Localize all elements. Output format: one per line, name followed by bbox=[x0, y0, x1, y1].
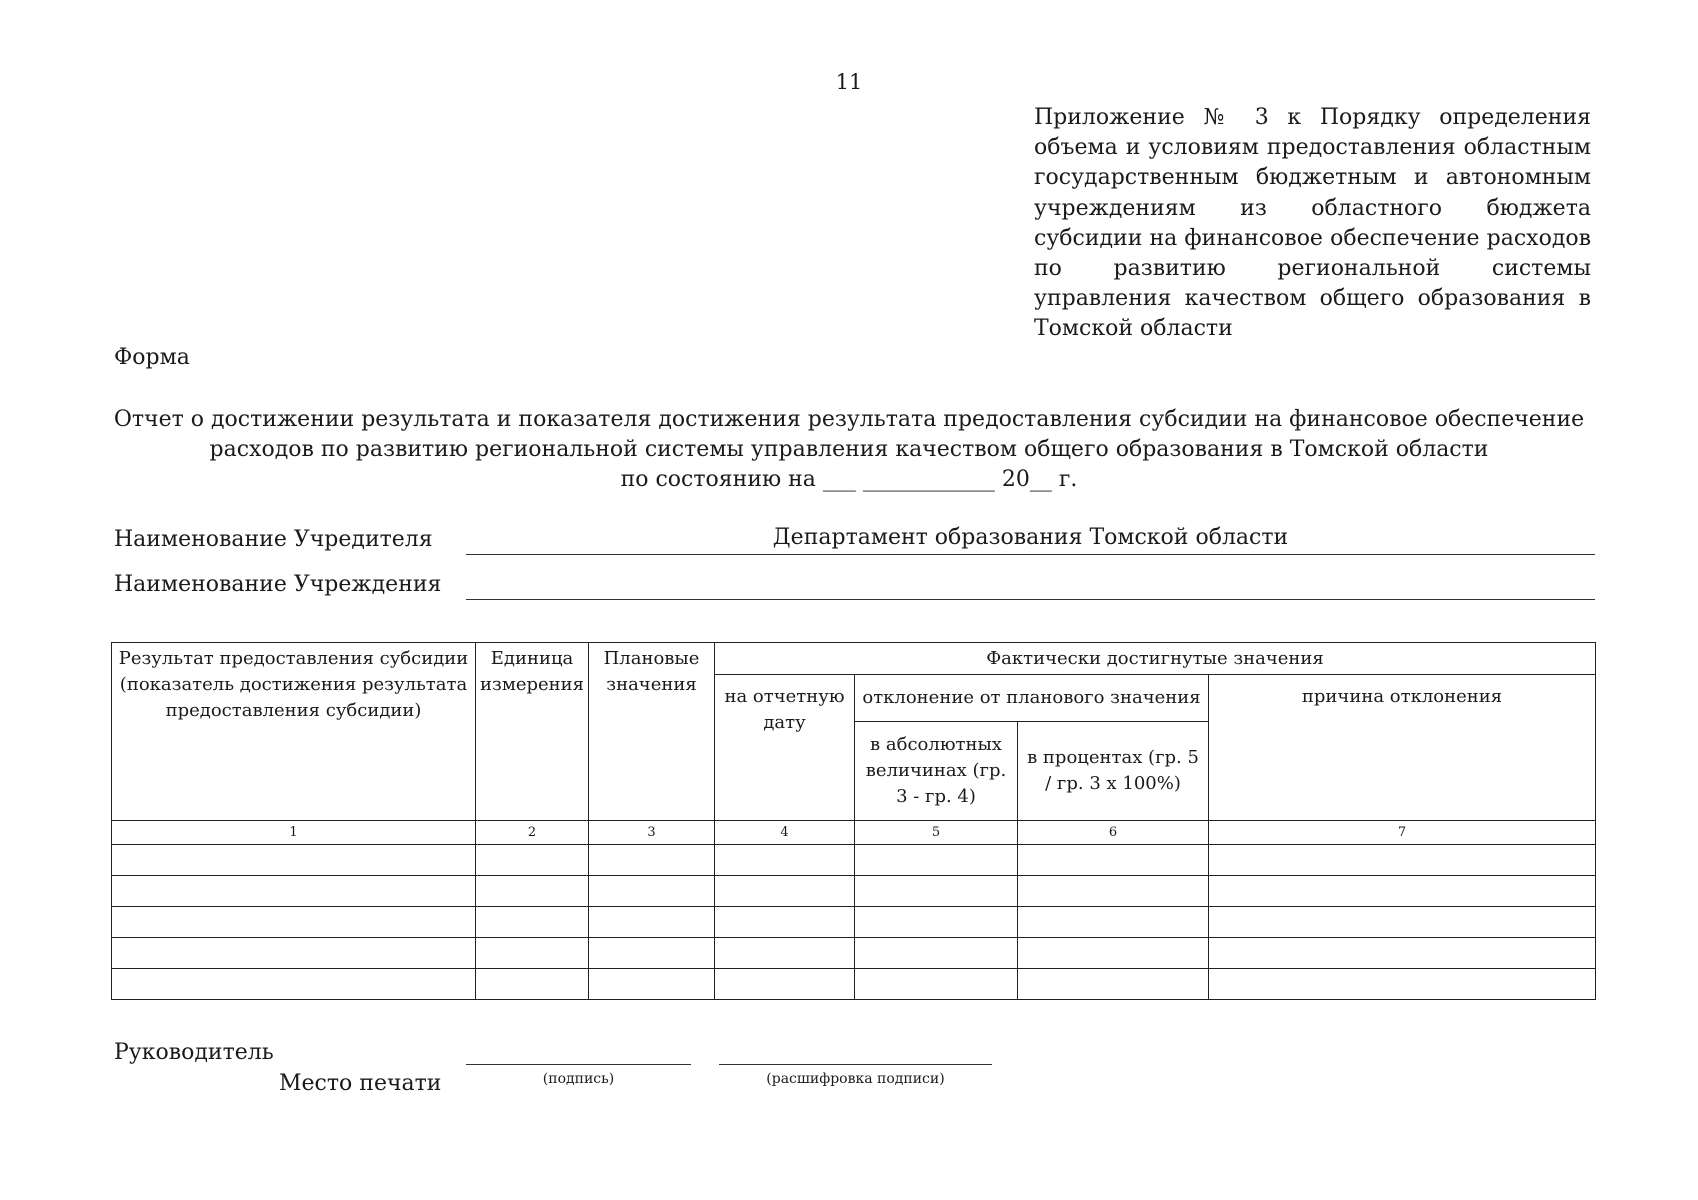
column-number: 2 bbox=[476, 821, 589, 845]
header-actual: Фактически достигнутые значения bbox=[715, 643, 1596, 675]
table-row bbox=[112, 907, 1596, 938]
column-number: 7 bbox=[1209, 821, 1596, 845]
table-cell[interactable] bbox=[112, 845, 476, 876]
table-cell[interactable] bbox=[1209, 845, 1596, 876]
table-cell[interactable] bbox=[112, 938, 476, 969]
table-cell[interactable] bbox=[715, 938, 855, 969]
seal-label: Место печати bbox=[279, 1071, 442, 1096]
table-cell[interactable] bbox=[1209, 938, 1596, 969]
table-row bbox=[112, 938, 1596, 969]
header-percent: в процентах (гр. 5 / гр. 3 х 100%) bbox=[1018, 722, 1209, 821]
table-cell[interactable] bbox=[1018, 876, 1209, 907]
column-numbers-row bbox=[112, 821, 1596, 845]
table-cell[interactable] bbox=[112, 907, 476, 938]
table-cell[interactable] bbox=[1209, 969, 1596, 1000]
table-cell[interactable] bbox=[855, 876, 1018, 907]
table-cell[interactable] bbox=[476, 876, 589, 907]
founder-field[interactable] bbox=[466, 525, 1595, 555]
table-cell[interactable] bbox=[855, 969, 1018, 1000]
table-cell[interactable] bbox=[715, 876, 855, 907]
report-title-line-1: Отчет о достижении результата и показателя достижения результата предоставления субсидии на финансовое обеспечение bbox=[113, 407, 1585, 432]
table-cell[interactable] bbox=[855, 845, 1018, 876]
table-cell[interactable] bbox=[476, 969, 589, 1000]
header-on-date: на отчетную дату bbox=[715, 675, 855, 821]
table-cell[interactable] bbox=[855, 907, 1018, 938]
table-cell[interactable] bbox=[476, 907, 589, 938]
institution-field[interactable] bbox=[466, 570, 1595, 600]
column-number: 4 bbox=[715, 821, 855, 845]
table-cell[interactable] bbox=[112, 969, 476, 1000]
table-cell[interactable] bbox=[589, 938, 715, 969]
table-cell[interactable] bbox=[476, 938, 589, 969]
report-table bbox=[111, 642, 1596, 1000]
report-date-line: по состоянию на ___ ____________ 20__ г. bbox=[620, 467, 1078, 492]
column-number: 6 bbox=[1018, 821, 1209, 845]
report-title bbox=[0, 405, 1698, 495]
institution-label: Наименование Учреждения bbox=[114, 572, 442, 597]
table-row bbox=[112, 876, 1596, 907]
table-cell[interactable] bbox=[589, 907, 715, 938]
header-deviation: отклонение от планового значения bbox=[855, 675, 1209, 722]
header-planned: Плановые значения bbox=[589, 643, 715, 821]
header-absolute: в абсолютных величинах (гр. 3 - гр. 4) bbox=[855, 722, 1018, 821]
signature-decode-field[interactable] bbox=[719, 1064, 992, 1065]
table-cell[interactable] bbox=[1018, 938, 1209, 969]
header-unit: Единица измерения bbox=[476, 643, 589, 821]
founder-label: Наименование Учредителя bbox=[114, 527, 433, 552]
appendix-note: Приложение № 3 к Порядку определения объема и условиям предоставления областным государственным бюджетным и автономным учреждениям из областного бюджета субсидии на финансовое обеспечение расходов по развитию региональной системы управления качеством общего образования в Томской области bbox=[1034, 105, 1591, 342]
decode-caption: (расшифровка подписи) bbox=[766, 1071, 945, 1087]
column-number: 3 bbox=[589, 821, 715, 845]
header-reason: причина отклонения bbox=[1209, 675, 1596, 821]
head-label: Руководитель bbox=[114, 1040, 274, 1065]
founder-value: Департамент образования Томской области bbox=[772, 525, 1289, 550]
signature-field[interactable] bbox=[466, 1064, 691, 1065]
page-number: 11 bbox=[835, 70, 863, 94]
table-cell[interactable] bbox=[1209, 907, 1596, 938]
table-row bbox=[112, 845, 1596, 876]
table-cell[interactable] bbox=[715, 907, 855, 938]
table-cell[interactable] bbox=[589, 969, 715, 1000]
form-label: Форма bbox=[114, 345, 190, 370]
table-cell[interactable] bbox=[715, 845, 855, 876]
signature-caption: (подпись) bbox=[542, 1071, 615, 1087]
column-number: 1 bbox=[112, 821, 476, 845]
table-cell[interactable] bbox=[1018, 845, 1209, 876]
report-title-line-2: расходов по развитию региональной системы управления качеством общего образования в Томской области bbox=[209, 437, 1489, 462]
table-row bbox=[112, 969, 1596, 1000]
header-result: Результат предоставления субсидии (показатель достижения результата предоставления субсидии) bbox=[112, 643, 476, 821]
table-cell[interactable] bbox=[589, 876, 715, 907]
table-cell[interactable] bbox=[589, 845, 715, 876]
table-cell[interactable] bbox=[855, 938, 1018, 969]
table-cell[interactable] bbox=[476, 845, 589, 876]
table-cell[interactable] bbox=[715, 969, 855, 1000]
table-cell[interactable] bbox=[1018, 907, 1209, 938]
table-cell[interactable] bbox=[1209, 876, 1596, 907]
column-number: 5 bbox=[855, 821, 1018, 845]
table-cell[interactable] bbox=[1018, 969, 1209, 1000]
table-cell[interactable] bbox=[112, 876, 476, 907]
